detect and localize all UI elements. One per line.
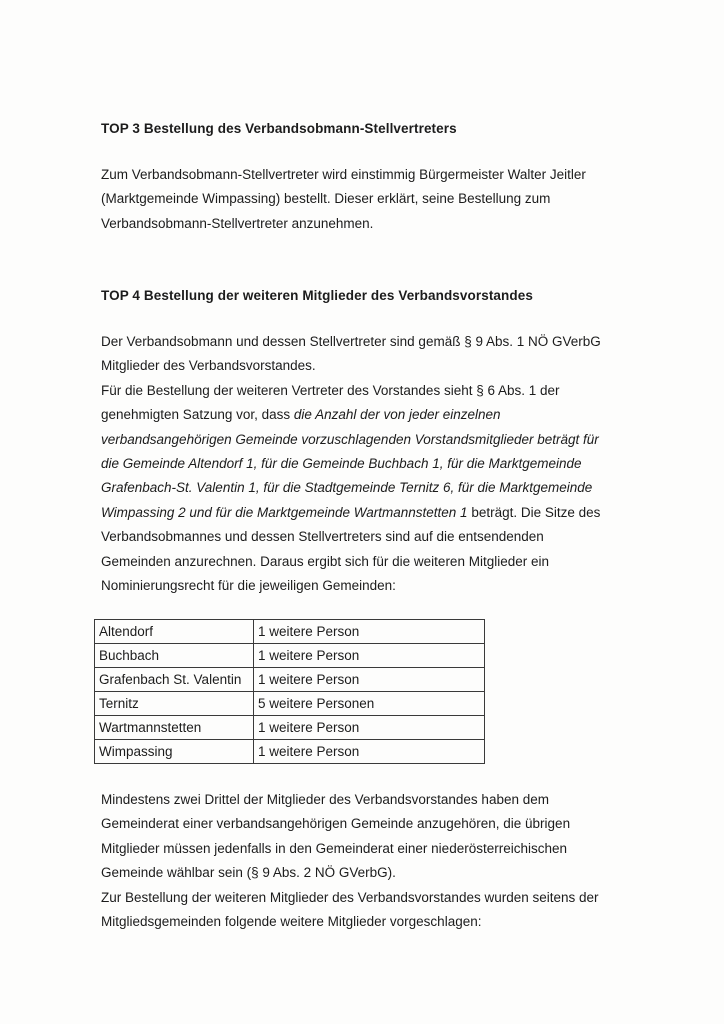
text-line: Gemeinde wählbar sein (§ 9 Abs. 2 NÖ GVerbG).: [101, 865, 396, 881]
text-fragment: beträgt. Die Sitze des: [467, 504, 601, 520]
text-line: [101, 403, 641, 427]
count-cell: 1 weitere Person: [254, 668, 485, 692]
text-line: Mindestens zwei Drittel der Mitglieder des Verbandsvorstandes haben dem: [101, 792, 549, 807]
text-line: Gemeinderat einer verbandsangehörigen Gemeinde anzugehören, die übrigen: [101, 816, 571, 832]
table-row: [95, 740, 485, 764]
table-row: [95, 644, 485, 668]
text-line: Der Verbandsobmann und dessen Stellvertreter sind gemäß § 9 Abs. 1 NÖ GVerbG: [101, 334, 601, 349]
italic-quote: verbandsangehörigen Gemeinde vorzuschlagenden Vorstandsmitglieder beträgt für: [101, 431, 599, 447]
count-cell: 1 weitere Person: [254, 716, 485, 740]
municipality-cell: Wartmannstetten: [95, 716, 254, 740]
italic-quote: die Anzahl der von jeder einzelnen: [293, 407, 501, 423]
table-row: [95, 692, 485, 716]
count-cell: 1 weitere Person: [254, 644, 485, 668]
text-line: Nominierungsrecht für die jeweiligen Gemeinden:: [101, 578, 396, 594]
italic-quote: Grafenbach-St. Valentin 1, für die Stadtgemeinde Ternitz 6, für die Marktgemeinde: [101, 480, 593, 496]
text-line: Mitglieder müssen jedenfalls in den Gemeinderat einer niederösterreichischen: [101, 840, 568, 856]
text-line: Mitgliedsgemeinden folgende weitere Mitglieder vorgeschlagen:: [101, 914, 482, 930]
top3-paragraph: [101, 163, 641, 236]
text-line: [101, 476, 641, 500]
text-fragment: genehmigten Satzung vor, dass: [101, 407, 294, 423]
text-line: [101, 428, 641, 452]
municipality-cell: Ternitz: [95, 692, 254, 716]
text-line: Zur Bestellung der weiteren Mitglieder des Verbandsvorstandes wurden seitens der: [101, 889, 599, 905]
text-line: (Marktgemeinde Wimpassing) bestellt. Dieser erklärt, seine Bestellung zum: [101, 191, 551, 207]
count-cell: 1 weitere Person: [254, 740, 485, 764]
table-row: [95, 716, 485, 740]
text-line: Gemeinden anzurechnen. Daraus ergibt sich für die weiteren Mitglieder ein: [101, 553, 549, 569]
nomination-table: [94, 619, 485, 764]
text-line: Zum Verbandsobmann-Stellvertreter wird einstimmig Bürgermeister Walter Jeitler: [101, 167, 586, 182]
count-cell: 5 weitere Personen: [254, 692, 485, 716]
municipality-cell: Wimpassing: [95, 740, 254, 764]
italic-quote: Wimpassing 2 und für die Marktgemeinde Wartmannstetten 1: [101, 504, 468, 520]
table-row: [95, 668, 485, 692]
text-line: [101, 501, 641, 525]
text-line: Mitglieder des Verbandsvorstandes.: [101, 358, 316, 374]
municipality-cell: Buchbach: [95, 644, 254, 668]
text-line: [101, 452, 641, 476]
text-line: Verbandsobmann-Stellvertreter anzunehmen.: [101, 215, 374, 231]
top4-paragraph-body: [101, 330, 641, 598]
municipality-cell: Altendorf: [95, 620, 254, 644]
text-line: Verbandsobmannes und dessen Stellvertreters sind auf die entsendenden: [101, 529, 544, 545]
text-line: Für die Bestellung der weiteren Vertreter des Vorstandes sieht § 6 Abs. 1 der: [101, 382, 560, 398]
municipality-cell: Grafenbach St. Valentin: [95, 668, 254, 692]
top4-heading: TOP 4 Bestellung der weiteren Mitglieder des Verbandsvorstandes: [101, 288, 533, 303]
italic-quote: die Gemeinde Altendorf 1, für die Gemeinde Buchbach 1, für die Marktgemeinde: [101, 456, 582, 472]
top3-heading: TOP 3 Bestellung des Verbandsobmann-Stellvertreters: [101, 121, 457, 136]
top4-closing-paragraph: [101, 788, 641, 934]
table-row: [95, 620, 485, 644]
count-cell: 1 weitere Person: [254, 620, 485, 644]
